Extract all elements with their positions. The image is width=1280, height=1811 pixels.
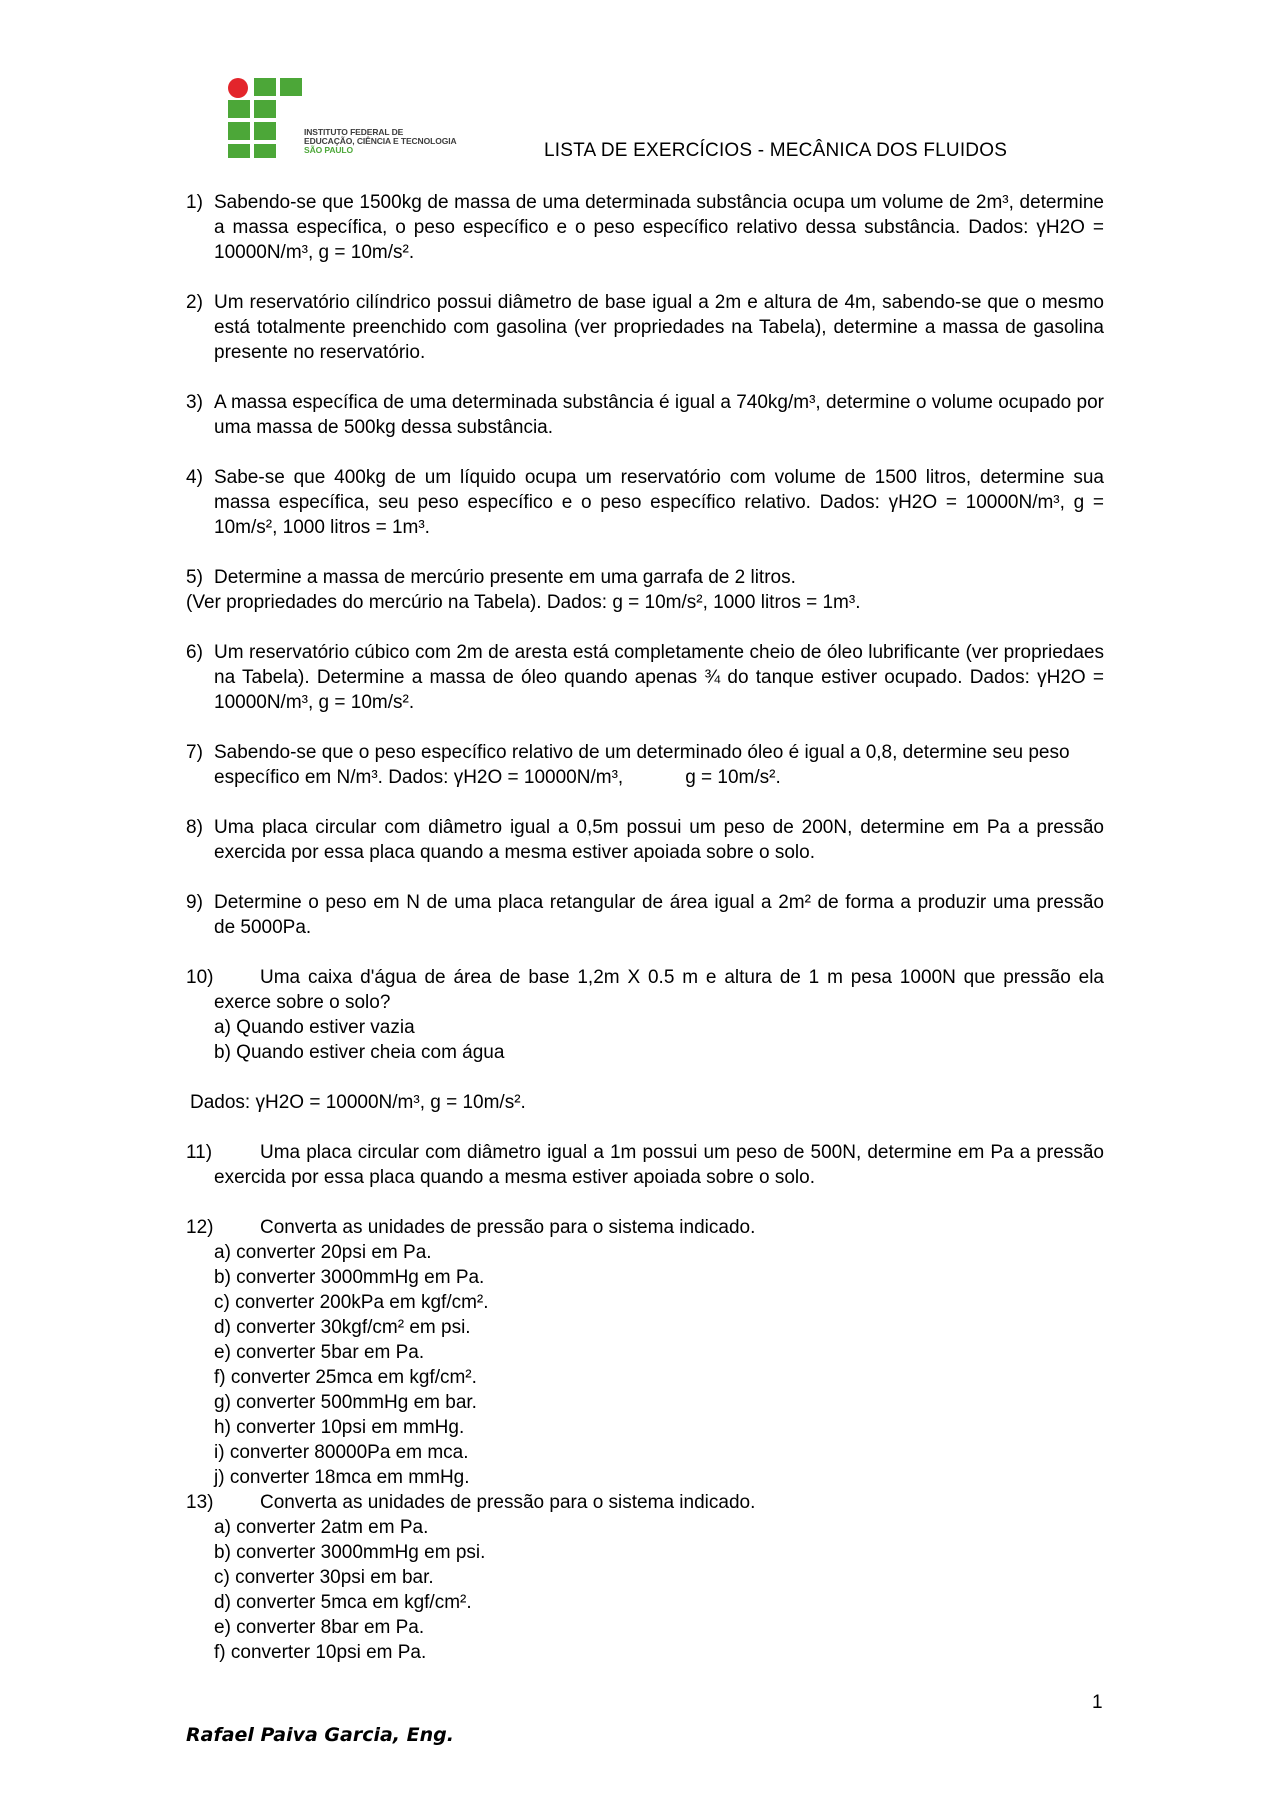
question-text: Determine a massa de mercúrio presente em uma garrafa de 2 litros. [214,567,796,588]
question-item: a) converter 20psi em Pa. [214,1242,432,1263]
logo-line-1: INSTITUTO FEDERAL DE [304,127,404,137]
question-text: Uma caixa d'água de área de base 1,2m X 0.5 m e altura de 1 m pesa 1000N que pressão ela exerce sobre o solo? [214,967,1104,1013]
question-text-b: g = 10m/s². [685,767,781,788]
question-1 [186,190,1104,265]
question-11 [186,1140,1104,1190]
author-footer: Rafael Paiva Garcia, Eng. [186,1724,454,1746]
question-number: 12) [186,1217,214,1238]
question-item: b) converter 3000mmHg em Pa. [214,1267,485,1288]
question-text: Uma placa circular com diâmetro igual a 1m possui um peso de 500N, determine em Pa a pressão exercida por essa placa quando a mesma estiver apoiada sobre o solo. [214,1142,1104,1188]
question-10 [186,965,1104,1065]
question-item: a) Quando estiver vazia [214,1017,415,1038]
question-item: j) converter 18mca em mmHg. [214,1467,470,1488]
question-number: 6) [186,642,203,663]
question-item: b) Quando estiver cheia com água [214,1042,505,1063]
question-3 [186,390,1104,440]
logo-line-3: SÃO PAULO [304,145,354,155]
question-9 [186,890,1104,940]
question-13 [186,1490,1104,1665]
question-text: Um reservatório cilíndrico possui diâmetro de base igual a 2m e altura de 4m, sabendo-se que o mesmo está totalmente preenchido com gasolina (ver propriedades na Tabela), determine a massa de gasolina presente no reservatório. [214,292,1104,363]
question-item: e) converter 8bar em Pa. [214,1617,425,1638]
question-number: 13) [186,1492,214,1513]
logo-line-2: EDUCAÇÃO, CIÊNCIA E TECNOLOGIA [304,136,457,146]
question-item: f) converter 10psi em Pa. [214,1642,427,1663]
question-text-a: Sabendo-se que o peso específico relativo de um determinado óleo é igual a 0,8, determine seu peso específico em N/m³. Dados: γH2O = 10000N/m³, [214,742,1070,788]
logo-text [304,128,457,155]
question-text: Sabendo-se que 1500kg de massa de uma determinada substância ocupa um volume de 2m³, determine a massa específica, o peso específico e o peso específico relativo dessa substância. Dados: γH2O = 10000N/m³, g = 10m/s². [214,192,1104,263]
document-title: LISTA DE EXERCÍCIOS - MECÂNICA DOS FLUIDOS [544,140,1008,161]
logo-grid-icon [224,78,314,158]
question-text: A massa específica de uma determinada substância é igual a 740kg/m³, determine o volume ocupado por uma massa de 500kg dessa substância. [214,392,1104,438]
question-number: 10) [186,967,214,988]
question-8 [186,815,1104,865]
question-item: h) converter 10psi em mmHg. [214,1417,465,1438]
question-5 [186,565,1104,615]
question-text: Uma placa circular com diâmetro igual a 0,5m possui um peso de 200N, determine em Pa a pressão exercida por essa placa quando a mesma estiver apoiada sobre o solo. [214,817,1104,863]
question-item: g) converter 500mmHg em bar. [214,1392,477,1413]
question-number: 11) [186,1142,213,1163]
question-text: Converta as unidades de pressão para o sistema indicado. [260,1492,756,1513]
institution-logo [224,78,494,160]
question-text [214,740,1104,790]
question-number: 8) [186,817,203,838]
question-text: Converta as unidades de pressão para o sistema indicado. [260,1217,756,1238]
question-number: 7) [186,742,203,763]
question-number: 5) [186,567,203,588]
question-text: Um reservatório cúbico com 2m de aresta está completamente cheio de óleo lubrificante (ver propriedaes na Tabela). Determine a massa de óleo quando apenas ¾ do tanque estiver ocupado. Dados: γH2O = 10000N/m³, g = 10m/s². [214,642,1104,713]
question-number: 1) [186,192,203,213]
question-item: e) converter 5bar em Pa. [214,1342,425,1363]
question-number: 2) [186,292,203,313]
question-number: 9) [186,892,203,913]
question-text: Determine o peso em N de uma placa retangular de área igual a 2m² de forma a produzir uma pressão de 5000Pa. [214,892,1104,938]
question-2 [186,290,1104,365]
question-item: c) converter 30psi em bar. [214,1567,434,1588]
question-number: 3) [186,392,203,413]
question-number: 4) [186,467,203,488]
question-item: d) converter 5mca em kgf/cm². [214,1592,472,1613]
question-item: a) converter 2atm em Pa. [214,1517,429,1538]
question-item: c) converter 200kPa em kgf/cm². [214,1292,489,1313]
question-6 [186,640,1104,715]
question-text: Sabe-se que 400kg de um líquido ocupa um reservatório com volume de 1500 litros, determine sua massa específica, seu peso específico e o peso específico relativo. Dados: γH2O = 10000N/m³, g = 10m/s², 1000 litros = 1m³. [214,467,1104,538]
question-item: i) converter 80000Pa em mca. [214,1442,469,1463]
question-10-data: Dados: γH2O = 10000N/m³, g = 10m/s². [190,1092,526,1113]
question-12 [186,1215,1104,1490]
exercise-list [186,190,1104,1665]
question-4 [186,465,1104,540]
question-item: f) converter 25mca em kgf/cm². [214,1367,477,1388]
question-7 [186,740,1104,790]
question-item: b) converter 3000mmHg em psi. [214,1542,486,1563]
question-extra: (Ver propriedades do mercúrio na Tabela). Dados: g = 10m/s², 1000 litros = 1m³. [186,592,861,613]
page-number: 1 [1092,1692,1103,1713]
question-item: d) converter 30kgf/cm² em psi. [214,1317,471,1338]
